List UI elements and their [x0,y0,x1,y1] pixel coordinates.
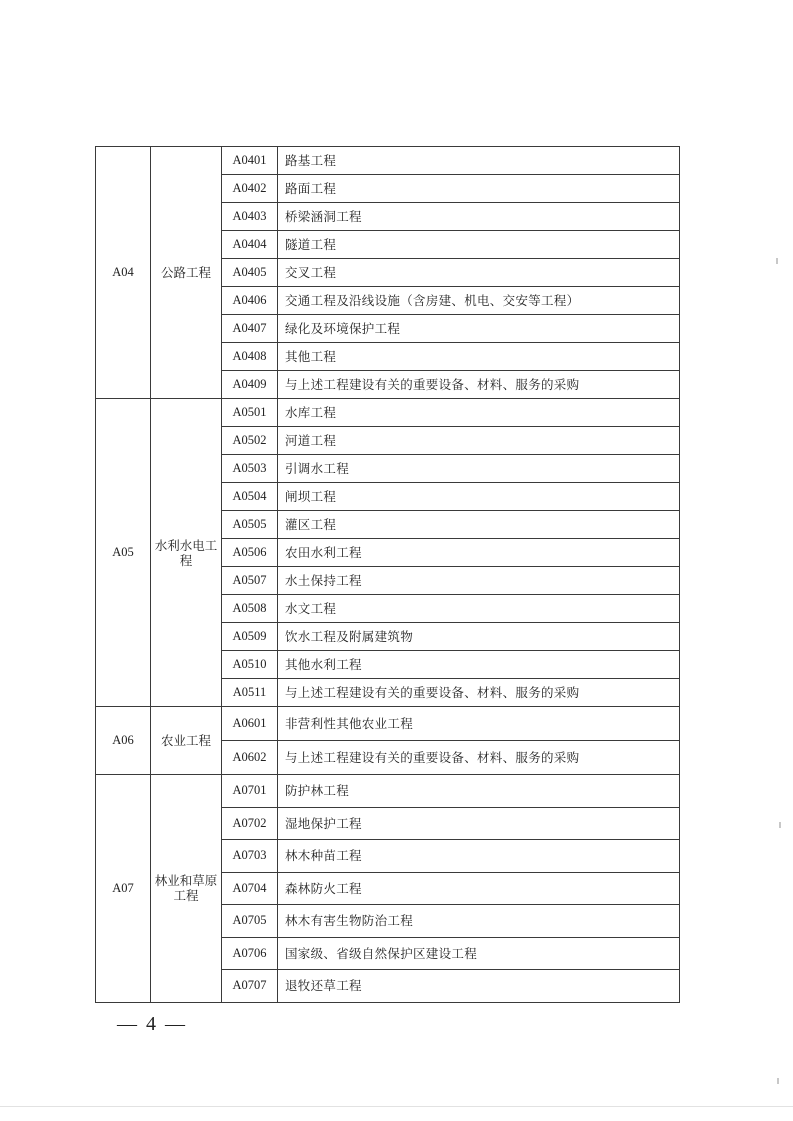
item-name-cell: 隧道工程 [278,231,680,259]
table-row [96,147,680,175]
item-name-cell: 河道工程 [278,427,680,455]
item-code-cell: A0407 [222,315,278,343]
item-code-cell: A0511 [222,679,278,707]
item-code-cell: A0510 [222,651,278,679]
item-code-cell: A0408 [222,343,278,371]
group-name-cell: 林业和草原工程 [151,775,222,1003]
group-code-cell: A06 [96,707,151,775]
item-name-cell: 水土保持工程 [278,567,680,595]
item-name-cell: 林木种苗工程 [278,840,680,873]
group-name-cell: 水利水电工程 [151,399,222,707]
item-code-cell: A0706 [222,937,278,970]
item-name-cell: 饮水工程及附属建筑物 [278,623,680,651]
scan-speck [776,258,778,264]
scan-edge-line [0,1106,793,1107]
item-code-cell: A0402 [222,175,278,203]
item-name-cell: 国家级、省级自然保护区建设工程 [278,937,680,970]
item-code-cell: A0601 [222,707,278,741]
item-code-cell: A0508 [222,595,278,623]
item-code-cell: A0504 [222,483,278,511]
category-table [95,146,680,1003]
item-code-cell: A0404 [222,231,278,259]
item-code-cell: A0705 [222,905,278,938]
item-name-cell: 森林防火工程 [278,872,680,905]
item-name-cell: 路基工程 [278,147,680,175]
item-name-cell: 其他工程 [278,343,680,371]
group-code-cell: A04 [96,147,151,399]
item-name-cell: 农田水利工程 [278,539,680,567]
page-number: — 4 — [117,1013,187,1035]
item-name-cell: 灌区工程 [278,511,680,539]
item-code-cell: A0506 [222,539,278,567]
item-code-cell: A0406 [222,287,278,315]
item-code-cell: A0503 [222,455,278,483]
item-code-cell: A0707 [222,970,278,1003]
item-code-cell: A0405 [222,259,278,287]
item-code-cell: A0703 [222,840,278,873]
scan-speck [777,1078,779,1084]
table-row [96,775,680,808]
item-code-cell: A0509 [222,623,278,651]
item-name-cell: 交通工程及沿线设施（含房建、机电、交安等工程） [278,287,680,315]
item-code-cell: A0602 [222,741,278,775]
item-name-cell: 水库工程 [278,399,680,427]
scan-speck [779,822,781,828]
item-name-cell: 非营利性其他农业工程 [278,707,680,741]
item-name-cell: 路面工程 [278,175,680,203]
item-name-cell: 绿化及环境保护工程 [278,315,680,343]
group-name-cell: 农业工程 [151,707,222,775]
item-name-cell: 闸坝工程 [278,483,680,511]
item-name-cell: 与上述工程建设有关的重要设备、材料、服务的采购 [278,679,680,707]
item-code-cell: A0704 [222,872,278,905]
item-name-cell: 引调水工程 [278,455,680,483]
item-code-cell: A0409 [222,371,278,399]
item-name-cell: 与上述工程建设有关的重要设备、材料、服务的采购 [278,371,680,399]
item-code-cell: A0507 [222,567,278,595]
item-code-cell: A0502 [222,427,278,455]
item-code-cell: A0702 [222,807,278,840]
item-name-cell: 其他水利工程 [278,651,680,679]
table-row [96,707,680,741]
item-name-cell: 林木有害生物防治工程 [278,905,680,938]
item-name-cell: 防护林工程 [278,775,680,808]
item-code-cell: A0401 [222,147,278,175]
group-name-cell: 公路工程 [151,147,222,399]
item-name-cell: 桥梁涵洞工程 [278,203,680,231]
group-code-cell: A05 [96,399,151,707]
item-name-cell: 退牧还草工程 [278,970,680,1003]
item-name-cell: 交叉工程 [278,259,680,287]
group-code-cell: A07 [96,775,151,1003]
item-code-cell: A0501 [222,399,278,427]
item-code-cell: A0505 [222,511,278,539]
table-row [96,399,680,427]
item-name-cell: 与上述工程建设有关的重要设备、材料、服务的采购 [278,741,680,775]
item-name-cell: 水文工程 [278,595,680,623]
item-code-cell: A0701 [222,775,278,808]
item-name-cell: 湿地保护工程 [278,807,680,840]
item-code-cell: A0403 [222,203,278,231]
